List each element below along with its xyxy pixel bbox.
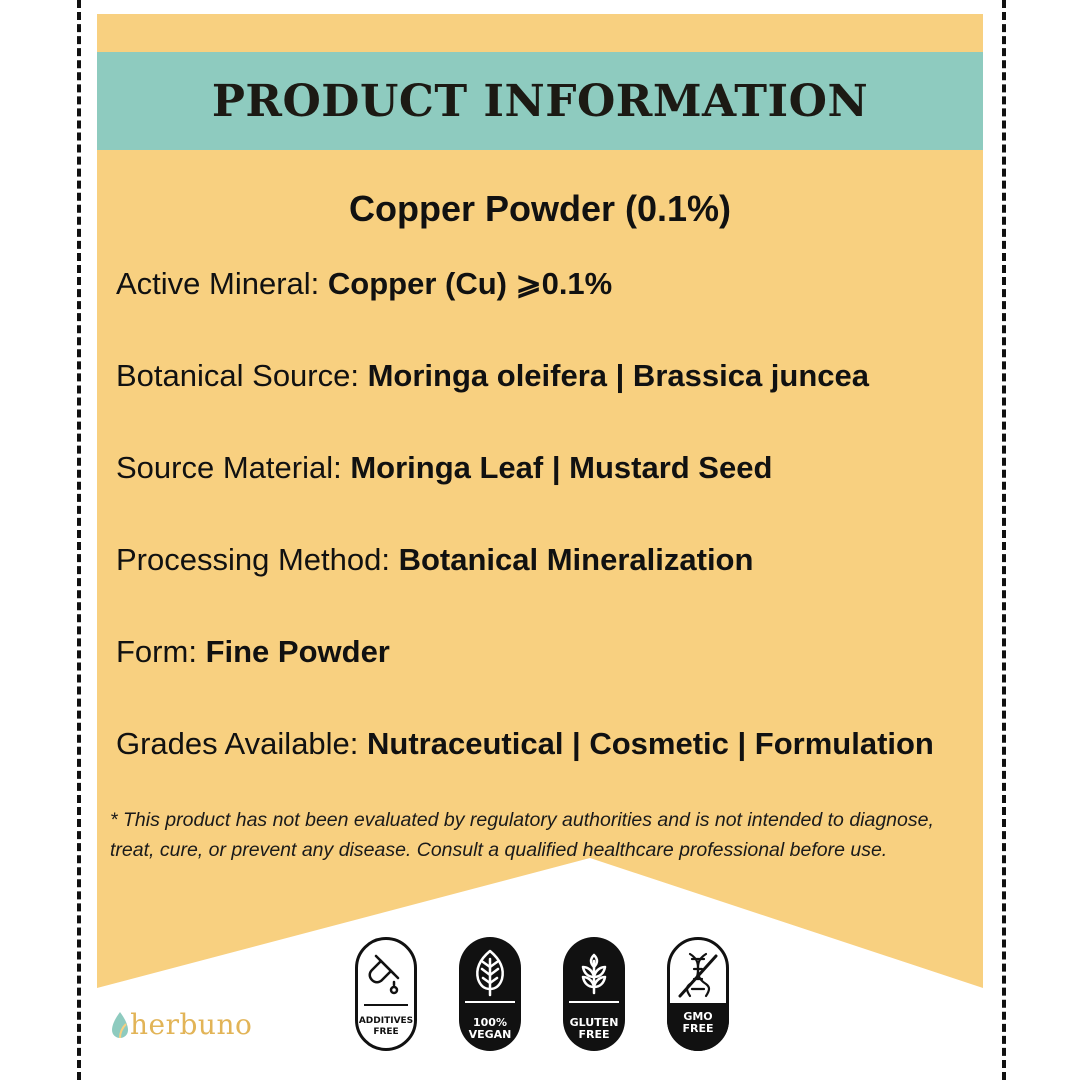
info-label: Processing Method: — [116, 542, 399, 577]
info-label: Grades Available: — [116, 726, 368, 761]
brand-logo — [110, 1008, 252, 1041]
badge-separator — [569, 1001, 619, 1003]
info-value: Moringa oleifera | Brassica juncea — [367, 358, 870, 393]
info-value: Fine Powder — [205, 634, 390, 669]
certification-badges — [355, 937, 729, 1051]
leaf-icon — [468, 947, 512, 997]
info-value: Moringa Leaf | Mustard Seed — [350, 450, 773, 485]
product-name: Copper Powder (0.1%) — [348, 188, 732, 229]
info-value: Nutraceutical | Cosmetic | Formulation — [367, 726, 934, 761]
info-value: Botanical Mineralization — [398, 542, 754, 577]
info-label: Active Mineral: — [116, 266, 328, 301]
badge-label-line: FREE — [578, 1028, 610, 1041]
badge-label-line: 100% — [473, 1016, 507, 1029]
info-row-active-mineral — [116, 258, 986, 350]
badge-gluten-free — [563, 937, 625, 1051]
badge-separator — [465, 1001, 515, 1003]
badge-label-line: GLUTEN — [569, 1016, 619, 1029]
info-row-grades-available — [116, 718, 986, 810]
badge-label-line: ADDITIVES — [358, 1016, 414, 1026]
badge-label — [358, 1016, 414, 1038]
title-banner — [97, 52, 983, 150]
badge-label-line: GMO — [683, 1010, 713, 1023]
badge-vegan — [459, 937, 521, 1051]
brand-name: herbuno — [130, 1008, 253, 1041]
info-label: Botanical Source: — [116, 358, 368, 393]
badge-separator — [364, 1004, 408, 1006]
info-label: Form: — [116, 634, 206, 669]
dna-crossed-icon — [676, 950, 720, 1000]
badge-label — [459, 1017, 521, 1041]
test-tube-icon — [364, 950, 408, 1000]
info-list — [116, 258, 986, 810]
wheat-icon — [572, 947, 616, 997]
info-row-botanical-source — [116, 350, 986, 442]
badge-label-line: FREE — [682, 1022, 714, 1035]
disclaimer-text: * This product has not been evaluated by regulatory authorities and is not intended to diagnose, treat, cure, or prevent any disease. Consult a qualified healthcare professional before use. — [110, 809, 934, 861]
badge-label — [563, 1017, 625, 1041]
badge-gmo-free — [667, 937, 729, 1051]
right-dashed-border — [1002, 0, 1006, 1080]
info-row-source-material — [116, 442, 986, 534]
banner-title: PRODUCT INFORMATION — [211, 75, 869, 127]
info-row-processing-method — [116, 534, 986, 626]
info-label: Source Material: — [116, 450, 351, 485]
badge-additives-free — [355, 937, 417, 1051]
info-value: Copper (Cu) ⩾0.1% — [327, 266, 613, 301]
badge-label-line: FREE — [373, 1027, 399, 1037]
left-dashed-border — [77, 0, 81, 1080]
leaf-drop-icon — [110, 1010, 130, 1040]
badge-label — [667, 1003, 729, 1051]
badge-label-line: VEGAN — [468, 1028, 512, 1041]
info-row-form — [116, 626, 986, 718]
